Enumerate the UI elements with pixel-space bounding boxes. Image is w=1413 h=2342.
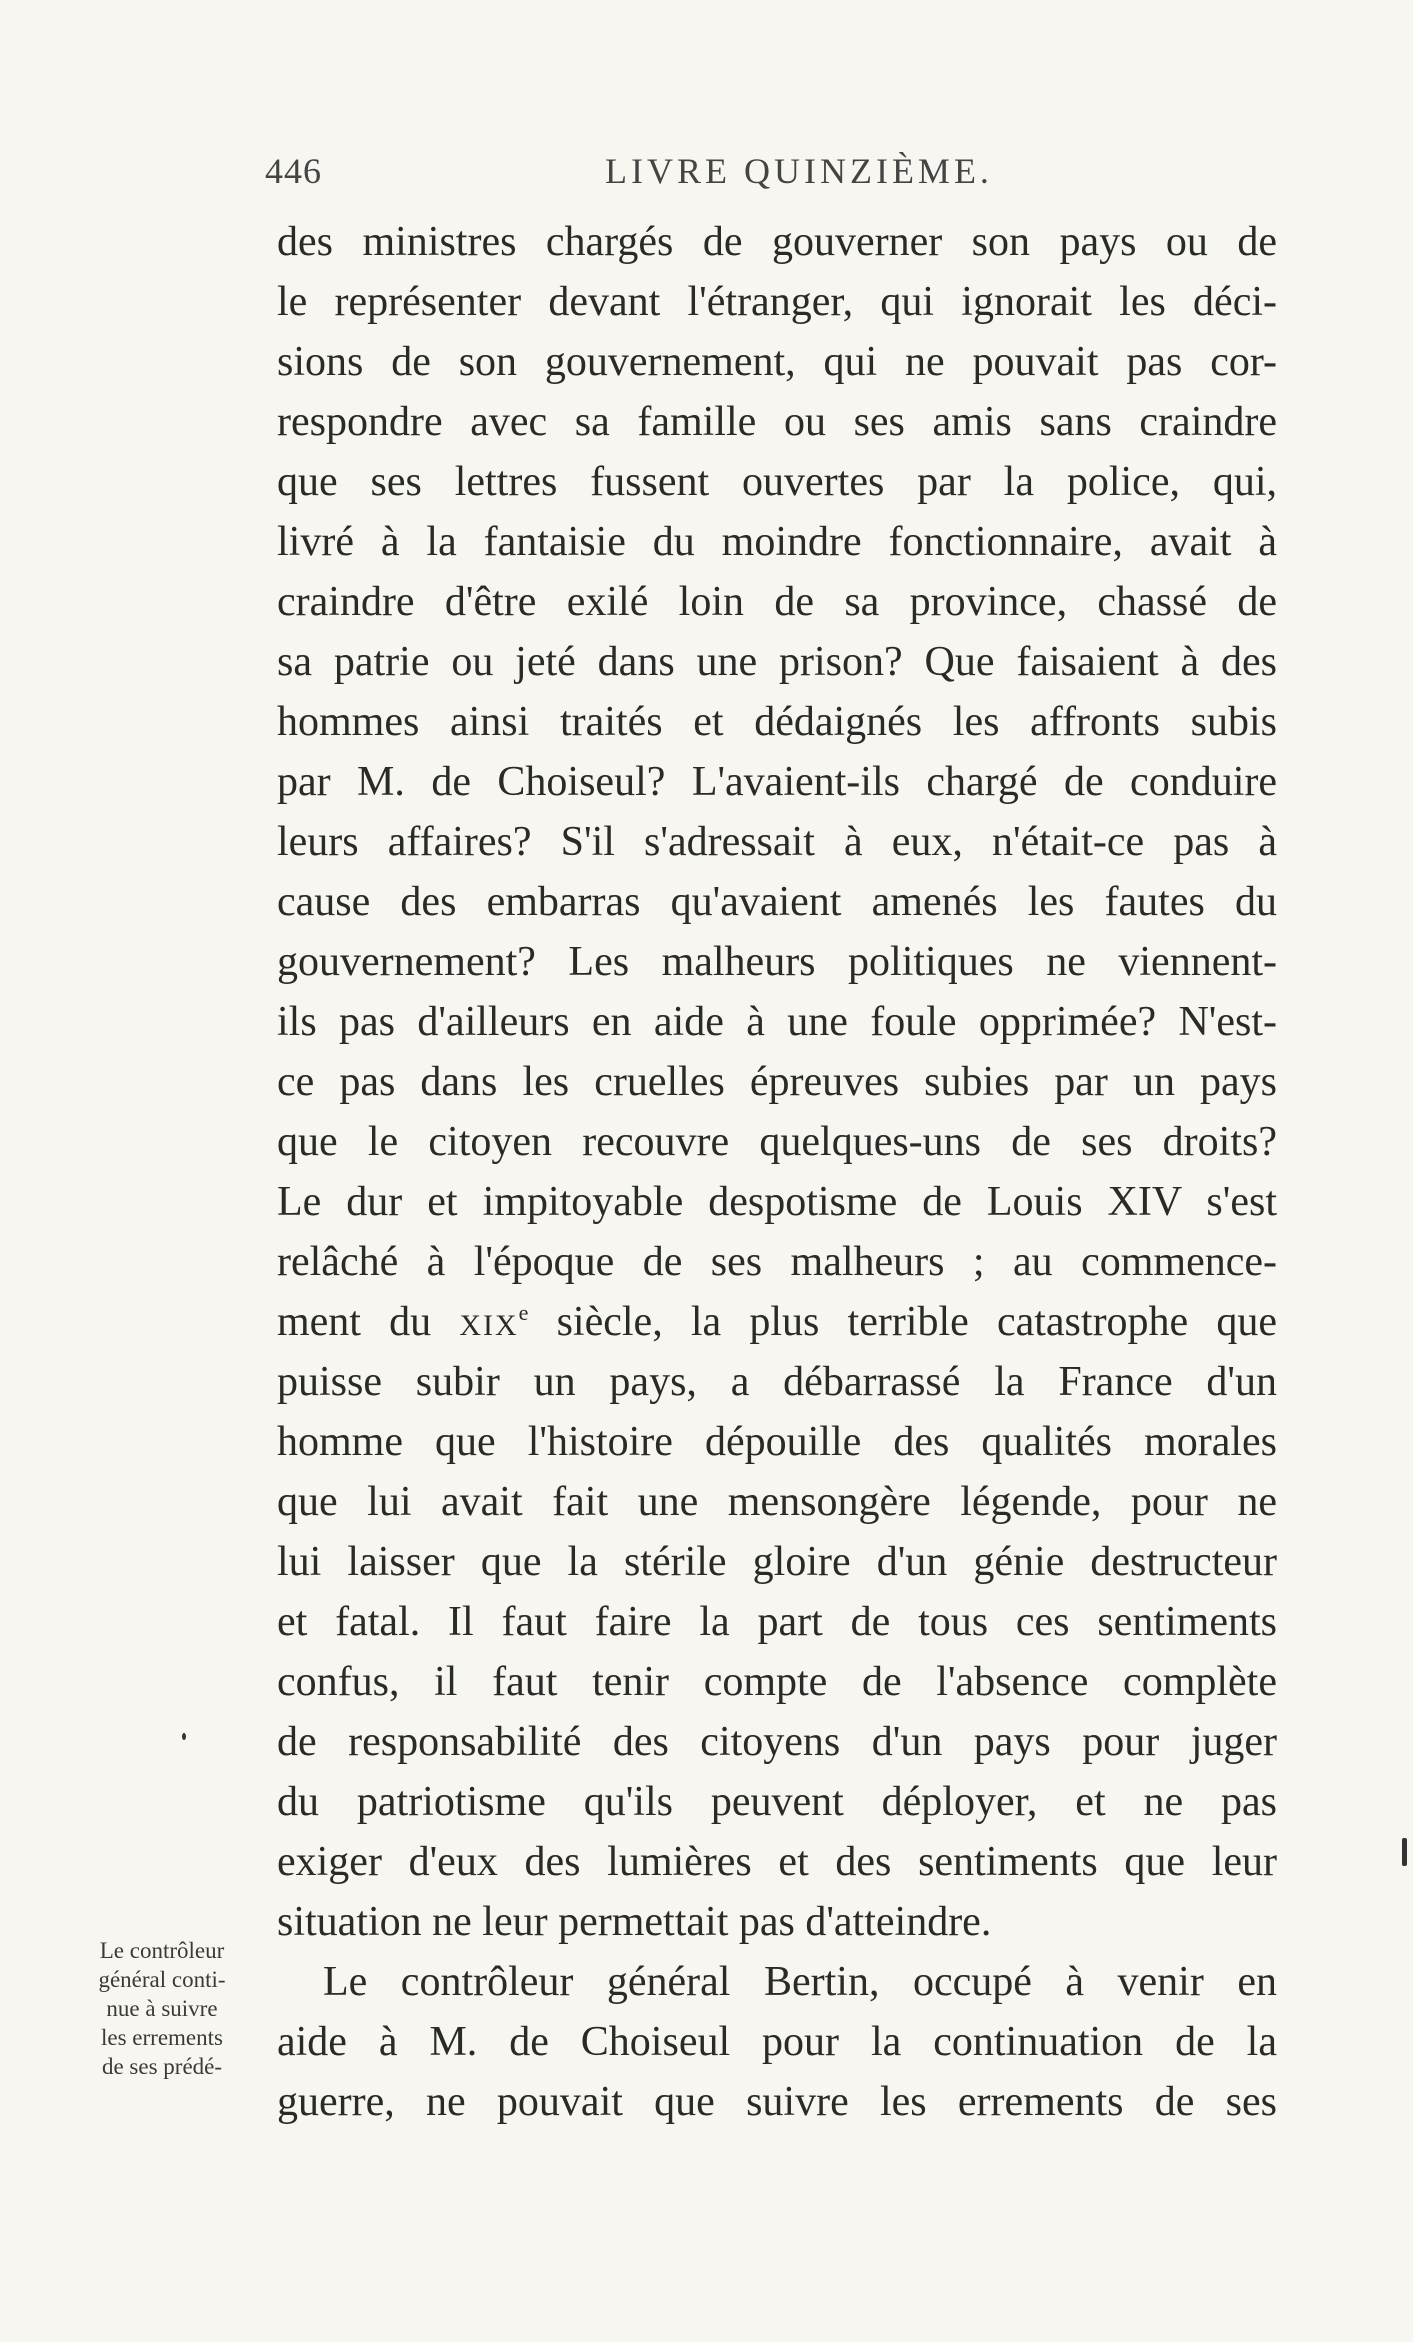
text-line: le représenter devant l'étranger, qui ignorait les déci- — [277, 279, 1277, 325]
text-line: hommes ainsi traités et dédaignés les affronts subis — [277, 699, 1277, 745]
text-line: cause des embarras qu'avaient amenés les fautes du — [277, 879, 1277, 925]
text-line: du patriotisme qu'ils peuvent déployer, et ne pas — [277, 1779, 1277, 1825]
running-title: LIVRE QUINZIÈME. — [605, 151, 993, 191]
text-line: lui laisser que la stérile gloire d'un génie destructeur — [277, 1539, 1277, 1585]
text-line: par M. de Choiseul? L'avaient-ils chargé de conduire — [277, 759, 1277, 805]
text-line: aide à M. de Choiseul pour la continuation de la — [277, 2019, 1277, 2065]
page-number: 446 — [265, 151, 322, 191]
ink-speck — [1402, 1838, 1407, 1866]
ink-speck — [182, 1733, 186, 1740]
text-line: confus, il faut tenir compte de l'absence complète — [277, 1659, 1277, 1705]
marginal-note-line: nue à suivre — [106, 1996, 218, 2021]
line-segment: siècle, la plus terrible catastrophe que — [528, 1299, 1278, 1345]
running-head — [265, 150, 1275, 196]
century-superscript: e — [518, 1300, 529, 1325]
text-line: exiger d'eux des lumières et des sentiments que leur — [277, 1839, 1277, 1885]
text-line: craindre d'être exilé loin de sa province, chassé de — [277, 579, 1277, 625]
text-line: que lui avait fait une mensongère légende, pour ne — [277, 1479, 1277, 1525]
line-segment: ment du — [277, 1299, 460, 1345]
text-line: de responsabilité des citoyens d'un pays pour juger — [277, 1719, 1277, 1765]
text-line: Le dur et impitoyable despotisme de Louis XIV s'est — [277, 1179, 1277, 1225]
text-line: que ses lettres fussent ouvertes par la police, qui, — [277, 459, 1277, 505]
text-line: que le citoyen recouvre quelques-uns de ses droits? — [277, 1119, 1277, 1165]
text-line-century — [277, 1292, 1277, 1352]
main-text — [277, 212, 1277, 2132]
text-line: respondre avec sa famille ou ses amis sans craindre — [277, 399, 1277, 445]
text-line: gouvernement? Les malheurs politiques ne viennent- — [277, 939, 1277, 985]
marginal-note-line: les errements — [101, 2025, 223, 2050]
text-line: des ministres chargés de gouverner son pays ou de — [277, 219, 1277, 265]
text-line: livré à la fantaisie du moindre fonctionnaire, avait à — [277, 519, 1277, 565]
text-line: ils pas d'ailleurs en aide à une foule opprimée? N'est- — [277, 999, 1277, 1045]
text-line: guerre, ne pouvait que suivre les errements de ses — [277, 2079, 1277, 2125]
text-line: sa patrie ou jeté dans une prison? Que faisaient à des — [277, 639, 1277, 685]
text-line: sions de son gouvernement, qui ne pouvait pas cor- — [277, 339, 1277, 385]
text-line: leurs affaires? S'il s'adressait à eux, n'était-ce pas à — [277, 819, 1277, 865]
text-line: relâché à l'époque de ses malheurs ; au commence- — [277, 1239, 1277, 1285]
marginal-note — [62, 1936, 262, 2081]
century-numeral: XIX — [459, 1309, 519, 1342]
text-line: ce pas dans les cruelles épreuves subies par un pays — [277, 1059, 1277, 1105]
marginal-note-line: Le contrôleur — [99, 1938, 225, 1963]
marginal-note-line: de ses prédé- — [101, 2054, 223, 2079]
text-line: puisse subir un pays, a débarrassé la France d'un — [277, 1359, 1277, 1405]
text-line: et fatal. Il faut faire la part de tous ces sentiments — [277, 1599, 1277, 1645]
paragraph-end-line: situation ne leur permettait pas d'atteindre. — [277, 1899, 992, 1945]
text-line: homme que l'histoire dépouille des qualités morales — [277, 1419, 1277, 1465]
marginal-note-line: général conti- — [98, 1967, 226, 1992]
paragraph-start-line: Le contrôleur général Bertin, occupé à venir en — [323, 1959, 1277, 2005]
